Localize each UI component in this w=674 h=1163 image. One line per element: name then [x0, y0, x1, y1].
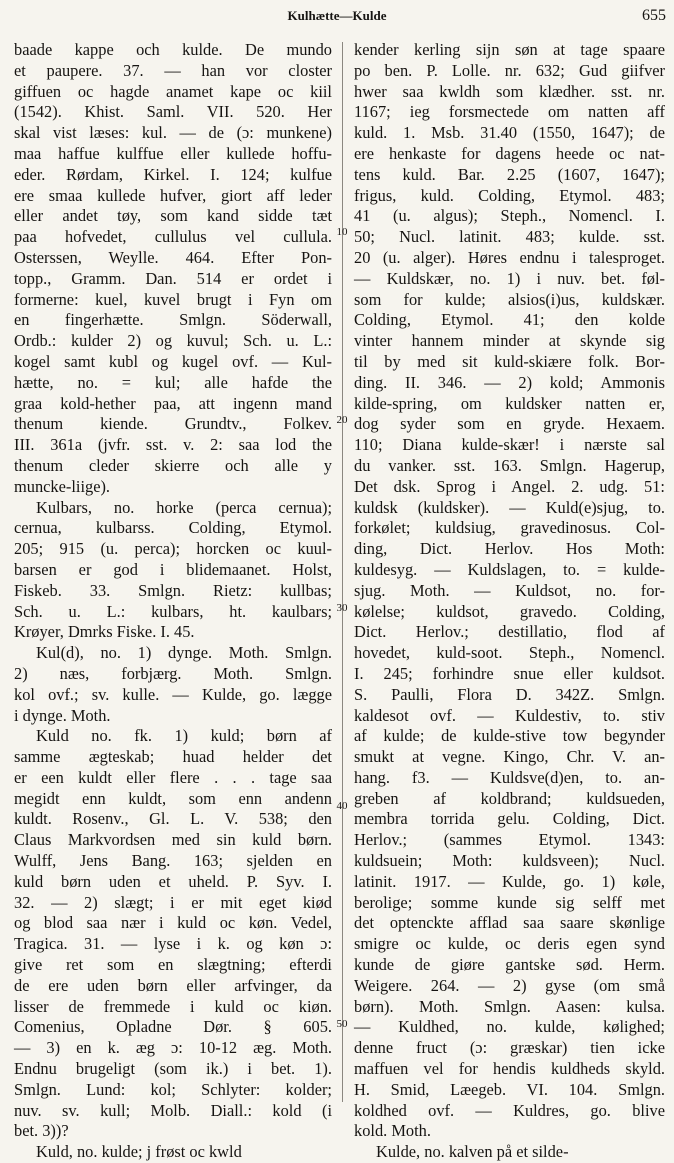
- text-line: greben af koldbrand; kuldsueden,: [354, 788, 665, 808]
- text-line: 32. — 2) slægt; i er mit eget kiød: [14, 892, 332, 912]
- text-line: berolige; somme kunde sig selff met: [354, 892, 665, 912]
- text-line: ding. II. 346. — 2) kold; Ammonis: [354, 372, 665, 392]
- text-line: forkølet; kuldsiug, gravedinosus. Col-: [354, 518, 665, 538]
- text-line: megidt enn kuldt, som enn andenn: [14, 788, 332, 808]
- text-line: børn). Moth. Smlgn. Aasen: kulsa.: [354, 996, 665, 1016]
- left-column: [14, 40, 332, 1163]
- text-line: Wulff, Jens Bang. 163; sjelden en: [14, 851, 332, 871]
- text-line: — Kuldhed, no. kulde, kølighed;: [354, 1017, 665, 1037]
- line-number: 30: [336, 602, 348, 614]
- text-line: kuldsuein; Moth: kuldsveen); Nucl.: [354, 851, 665, 871]
- text-line: kold. Moth.: [354, 1121, 431, 1141]
- text-line: graa kold-hether paa, att ingenn mand: [14, 393, 332, 413]
- text-line: paa hofvedet, cullulus vel cullula.: [14, 227, 332, 247]
- text-line: Weigere. 264. — 2) gyse (om små: [354, 975, 665, 995]
- text-line: Smlgn. Lund: kol; Schlyter: kolder;: [14, 1079, 332, 1099]
- text-line: 20 (u. alger). Høres endnu i talesproget.: [354, 247, 665, 267]
- text-line: — Kuldskær, no. 1) i nuv. bet. føl-: [354, 268, 665, 288]
- text-line: III. 361a (jvfr. sst. v. 2: saa lod the: [14, 435, 332, 455]
- text-line: ere henkaste for dagens heede oc nat-: [354, 143, 665, 163]
- text-line: 1167; ieg forsmectede om natten aff: [354, 102, 665, 122]
- text-line: frigus, kuld. Colding, Etymol. 483;: [354, 185, 665, 205]
- text-line: kaldesot ovf. — Kuldestiv, to. stiv: [354, 705, 665, 725]
- text-line: thenum kiende. Grundtv., Folkev.: [14, 414, 332, 434]
- text-line: i dynge. Moth.: [14, 705, 111, 725]
- text-line: smukt at vegne. Kingo, Chr. V. an-: [354, 747, 665, 767]
- text-line: Krøyer, Dmrks Fiske. I. 45.: [14, 622, 195, 642]
- text-line: maa haffue kulffue eller kullede hoffu-: [14, 143, 332, 163]
- text-line: ere smaa kullede hufver, giort aff leder: [14, 185, 332, 205]
- text-line: 110; Diana kulde-skær! i nærste sal: [354, 435, 665, 455]
- text-line: denne fruct (ɔ: græskar) tien icke: [354, 1038, 665, 1058]
- text-line: Colding, Etymol. 41; den kolde: [354, 310, 665, 330]
- text-line: 205; 915 (u. perca); horcken oc kuul-: [14, 539, 332, 559]
- column-divider: [342, 42, 343, 1102]
- text-line: af kulde; de kulde-stive tow begynder: [354, 726, 665, 746]
- text-line: — 3) en k. æg ɔ: 10-12 æg. Moth.: [14, 1038, 332, 1058]
- text-line: kølelse; kuldsot, gravedo. Colding,: [354, 601, 665, 621]
- text-line: 50; Nucl. latinit. 483; kulde. sst.: [354, 227, 665, 247]
- text-line: og blod saa nær i kuld oc køn. Vedel,: [14, 913, 332, 933]
- text-line: skal vist læses: kul. — de (ɔ: munkene): [14, 123, 332, 143]
- text-line: hwer saa kwldh som klædher. sst. nr.: [354, 81, 665, 101]
- text-line: en fingerhætte. Smlgn. Söderwall,: [14, 310, 332, 330]
- text-line: smigre oc kulde, oc deris egen synd: [354, 934, 665, 954]
- text-line: kilde-spring, om kuldsker natten er,: [354, 393, 665, 413]
- text-line: som for kulde; alsios(i)us, kuldskær.: [354, 289, 665, 309]
- text-line: baade kappe och kulde. De mundo: [14, 40, 332, 59]
- text-line: kuldt. Rosenv., Gl. L. V. 538; den: [14, 809, 332, 829]
- right-column: [354, 40, 665, 1163]
- text-line: muncke-liige).: [14, 476, 111, 496]
- text-line: hætte, no. = kul; alle hafde the: [14, 372, 332, 392]
- text-line: vinter hannem minder at skynde sig: [354, 331, 665, 351]
- text-line: hang. f3. — Kuldsve(d)en, to. an-: [354, 767, 665, 787]
- text-line: sjug. Moth. — Kuldsot, no. for-: [354, 580, 665, 600]
- text-line: koldhed ovf. — Kuldres, go. blive: [354, 1100, 665, 1120]
- page-header: [0, 4, 674, 28]
- text-line: Kul(d), no. 1) dynge. Moth. Smlgn.: [36, 643, 332, 663]
- text-line: H. Smid, Læegeb. VI. 104. Smlgn.: [354, 1079, 665, 1099]
- text-line: thenum cleder skierre och alle y: [14, 455, 332, 475]
- text-line: ding, Dict. Herlov. Hos Moth:: [354, 539, 665, 559]
- text-line: du vanker. sst. 163. Smlgn. Hagerup,: [354, 455, 665, 475]
- text-line: latinit. 1917. — Kulde, go. 1) køle,: [354, 871, 665, 891]
- text-line: (1542). Khist. Saml. VII. 520. Her: [14, 102, 332, 122]
- text-line: Kulde, no. kalven på et silde-: [376, 1142, 569, 1162]
- text-line: kuldsk (kuldsker). — Kuld(e)sjug, to.: [354, 497, 665, 517]
- text-line: po ben. P. Lolle. nr. 632; Gud giifver: [354, 60, 665, 80]
- text-line: et paupere. 37. — han vor closter: [14, 60, 332, 80]
- text-line: kuld børn uden et uheld. P. Syv. I.: [14, 871, 332, 891]
- text-line: Claus Markvordsen med sin kuld børn.: [14, 830, 332, 850]
- text-line: eller andet tøy, som kand sidde tæt: [14, 206, 332, 226]
- text-line: 41 (u. algus); Steph., Nomencl. I.: [354, 206, 665, 226]
- text-line: dog syder som en gryde. Hexaem.: [354, 414, 665, 434]
- text-line: Herlov.; (sammes Etymol. 1343:: [354, 830, 665, 850]
- text-line: bet. 3))?: [14, 1121, 69, 1141]
- text-line: Fiskeb. 33. Smlgn. Rietz: kullbas;: [14, 580, 332, 600]
- text-line: Sch. u. L.: kulbars, ht. kaulbars;: [14, 601, 332, 621]
- text-line: de ere uden børn eller arfvinger, da: [14, 975, 332, 995]
- text-line: maffuen vel for hendis kuldheds skyld.: [354, 1059, 665, 1079]
- text-line: Endnu brugeligt (som ik.) i bet. 1).: [14, 1059, 332, 1079]
- text-line: Det dsk. Sprog i Angel. 2. udg. 51:: [354, 476, 665, 496]
- text-line: Kuld no. fk. 1) kuld; børn af: [36, 726, 332, 746]
- text-line: topp., Gramm. Dan. 514 er ordet i: [14, 268, 332, 288]
- text-line: formerne: kuel, kuvel brugt i Fyn om: [14, 289, 332, 309]
- text-line: lisser de fremmede i kuld oc kiøn.: [14, 996, 332, 1016]
- text-line: Ordb.: kulder 2) og kuvul; Sch. u. L.:: [14, 331, 332, 351]
- line-number: 10: [336, 226, 348, 238]
- text-line: kuld. 1. Msb. 31.40 (1550, 1647); de: [354, 123, 665, 143]
- text-line: er een kuldt eller flere . . . tage saa: [14, 767, 332, 787]
- text-line: kunde de giøre gantske sød. Herm.: [354, 955, 665, 975]
- text-line: Dict. Herlov.; destillatio, flod af: [354, 622, 665, 642]
- line-number: 40: [336, 800, 348, 812]
- text-line: det optenckte afflad saa saare skønlige: [354, 913, 665, 933]
- text-line: kogel samt kubl og kugel ovf. — Kul-: [14, 351, 332, 371]
- page-number: 655: [642, 7, 666, 24]
- text-line: eder. Rørdam, Kirkel. I. 124; kulfue: [14, 164, 332, 184]
- line-number: 20: [336, 414, 348, 426]
- text-line: barsen er god i blidemaanet. Holst,: [14, 559, 332, 579]
- text-line: Tragica. 31. — lyse i k. og køn ɔ:: [14, 934, 332, 954]
- text-line: cernua, kulbarss. Colding, Etymol.: [14, 518, 332, 538]
- text-line: kender kerling sijn søn at tage spaare: [354, 40, 665, 59]
- text-line: giffuen oc hagde anamet kape oc kiil: [14, 81, 332, 101]
- text-line: Kulbars, no. horke (perca cernua);: [36, 497, 332, 517]
- text-line: nuv. sv. kull; Molb. Diall.: kold (i: [14, 1100, 332, 1120]
- text-line: 2) næs, forbjærg. Moth. Smlgn.: [14, 663, 332, 683]
- text-line: Comenius, Opladne Dør. § 605.: [14, 1017, 332, 1037]
- text-line: samme ægteskab; huad helder det: [14, 747, 332, 767]
- text-line: membra torrida gelu. Colding, Dict.: [354, 809, 665, 829]
- text-line: kol ovf.; sv. kulle. — Kulde, go. lægge: [14, 684, 332, 704]
- text-line: hovedet, kuld-soot. Steph., Nomencl.: [354, 643, 665, 663]
- text-line: til by med sit kuld-skiære folk. Bor-: [354, 351, 665, 371]
- text-line: give ret som en slægtning; efterdi: [14, 955, 332, 975]
- text-line: Osterssen, Weylle. 464. Efter Pon-: [14, 247, 332, 267]
- text-line: Kuld, no. kulde; j frøst oc kwld: [36, 1142, 242, 1162]
- text-line: S. Paulli, Flora D. 342Z. Smlgn.: [354, 684, 665, 704]
- text-line: I. 245; forhindre snue eller kuldsot.: [354, 663, 665, 683]
- text-line: tens kuld. Bar. 2.25 (1607, 1647);: [354, 164, 665, 184]
- running-title: Kulhætte—Kulde: [287, 8, 387, 23]
- line-number: 50: [336, 1018, 348, 1030]
- text-line: kuldesyg. — Kuldslagen, to. = kulde-: [354, 559, 665, 579]
